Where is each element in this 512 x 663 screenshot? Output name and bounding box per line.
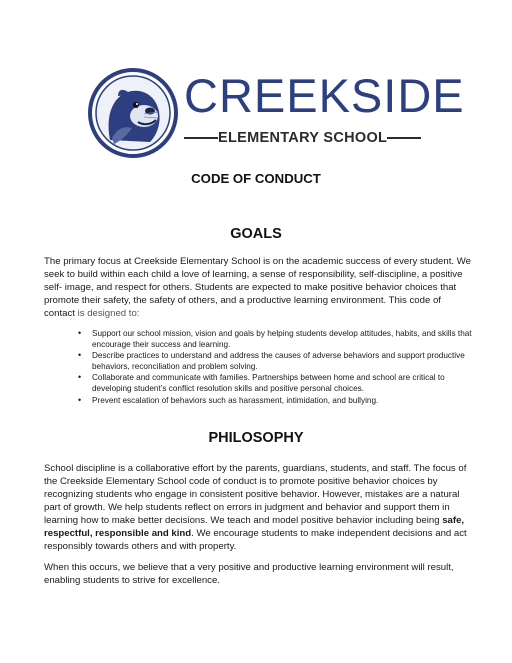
goals-intro [44, 255, 474, 320]
list-item [78, 372, 478, 394]
logo-rule-right [387, 137, 421, 139]
otter-mascot-icon [88, 68, 178, 158]
bullet-icon: • [78, 350, 82, 361]
bullet-icon: • [78, 328, 82, 338]
bullet-icon: • [78, 372, 82, 383]
goals-intro-text: The primary focus at Creekside Elementary School is on the academic success of every student. We seek to build within each child a love of learning, a sense of responsibility, self-discipline, a positive self- image, and respect for others. Students are expected to make positive behavior choices that promote their safety, the safety of others, and a productive learning environment. This code of contact [44, 256, 471, 319]
logo-rule-left [184, 137, 218, 139]
logo-wordmark: CREEKSIDE [184, 69, 465, 122]
list-item-text: Support our school mission, vision and goals by helping students develop attitudes, habits, and skills that encourage their success and learning. [92, 329, 472, 350]
list-item-text: Collaborate and communicate with families. Partnerships between home and school are critical to developing student’s conflict resolution skills and positive personal choices. [92, 373, 445, 394]
goals-list [78, 328, 478, 406]
list-item [78, 328, 478, 350]
bullet-icon: • [78, 394, 82, 405]
goals-heading: GOALS [230, 226, 282, 242]
logo-subtitle-text: ELEMENTARY SCHOOL [218, 130, 388, 146]
school-logo [88, 68, 465, 160]
philosophy-paragraph-2: When this occurs, we believe that a very positive and productive learning environment will result, enabling students to strive for excellence. [44, 562, 454, 586]
list-item [78, 350, 478, 372]
goals-intro-tail: is designed to: [74, 308, 140, 319]
philosophy-paragraph-1 [44, 462, 474, 553]
list-item-text: Describe practices to understand and address the causes of adverse behaviors and support productive behaviors, reconciliation and problem solving. [92, 351, 465, 372]
philosophy-heading: PHILOSOPHY [208, 430, 304, 446]
list-item-text: Prevent escalation of behaviors such as harassment, intimidation, and bullying. [92, 395, 379, 405]
philosophy-p1-before: School discipline is a collaborative effort by the parents, guardians, students, and staff. The focus of the Creekside Elementary School code of conduct is to promote positive behavior choices by recognizing students who engage in consistent positive behavior. However, mistakes are a natural part of growth. We help students reflect on errors in judgment and behavior and support them in learning how to make better decisions. We teach and model positive behavior including being [44, 463, 467, 526]
logo-subtitle [184, 128, 420, 148]
philosophy-p1-bold: safe, respectful, responsible and kind [44, 515, 465, 539]
philosophy-p1-after: . We encourage students to make independent decisions and act responsibly towards others and with property. [44, 528, 467, 552]
list-item [78, 395, 478, 406]
document-title: CODE OF CONDUCT [191, 171, 321, 186]
